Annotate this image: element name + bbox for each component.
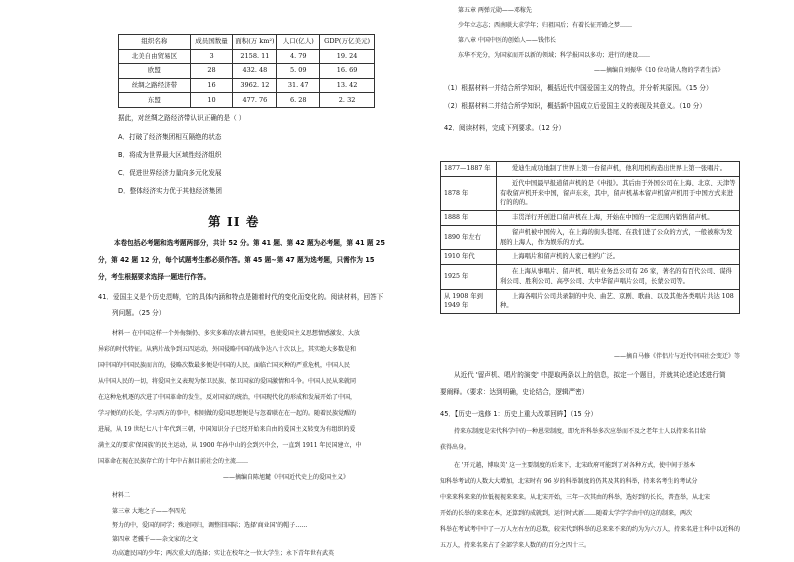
section-title: 第 II 卷 — [208, 214, 260, 229]
table-cell-year: 从 1908 年到 1949 年 — [441, 289, 497, 314]
table-row — [441, 265, 740, 290]
table-cell: 2158. 11 — [233, 49, 277, 64]
table-cell-event: 留声机被中国传入，在上海的街头巷尾、在我们进了公众的方式，一般被称为发展的上海人，作为娱乐的方式。 — [497, 225, 740, 250]
table-cell-event: 近代中国最早报道留声机的是《申报》。其后由于外国公司在上海、北京、天津等有收留声机开来中国，留声东来，其中，留声机基本留声机留声机用于中国方式来进行的的的。 — [497, 176, 740, 210]
material1-line: 满主义的要求'保国族'的民主运动，从 1900 年孙中山的会到兴中会，一直到 1911 年民国建立，中 — [98, 442, 362, 449]
question-41-prompt: 41．爱国主义是个历史范畴，它的具体内涵和特点是随着时代的变化而变化的。阅读材料，回答下 — [98, 293, 384, 301]
table-header-cell: 组织名称 — [119, 35, 191, 50]
economic-organizations-table — [118, 34, 375, 108]
material2-line: 功高遗民国的少年；两次重大的选择；实让在校年之一位大学生；永下青年世有武英 — [112, 550, 335, 557]
table-cell-event: 上海各唱片公司共录制的中央、曲艺、京剧、歌曲、以及其他各类唱片共达 108 种。 — [497, 289, 740, 314]
phonograph-history-table — [440, 161, 740, 314]
table-row — [119, 93, 375, 108]
material1-line: 学习便的的长处，学习西方的事中，相则做的爱国思想便是与忽着联在在一起的。随着民族觉醒的 — [98, 410, 357, 417]
table-header-cell: 人口(亿人) — [277, 35, 320, 50]
material1-line: 国革命在视在民族存亡的十年中占据目前社会的主流…… — [98, 458, 249, 465]
material2-source: ——摘编自刘振华《10 位功勋人物的学者生活》 — [594, 67, 724, 74]
question-41-part2: （2）根据材料二并结合所学知识，概括新中国成立后爱国主义的表现及其意义。（10 分） — [444, 102, 706, 110]
option-c: C．促进世界经济力量向多元化发展 — [118, 169, 222, 177]
material1-source: ——摘编自陈旭麓《中国近代史上的爱国主义》 — [223, 474, 350, 481]
table-cell-event: 上海唱片和留声机的人家已相约广泛。 — [497, 250, 740, 265]
material2-chapter-detail: 少年立志志；西南联大求学年；归祖国后；有着长征开路之梦…… — [458, 22, 633, 29]
table-cell: 东盟 — [119, 93, 191, 108]
table-cell: 432. 48 — [233, 64, 277, 79]
left-column — [98, 0, 388, 562]
table-cell: 10 — [190, 93, 233, 108]
table-cell: 北美自由贸易区 — [119, 49, 191, 64]
question-stem: 据此，对丝绸之路经济带认识正确的是（ ） — [118, 114, 246, 122]
table-cell: 16 — [190, 78, 233, 93]
question-42-task: 要阐释。（要求：达到明确，史论结合，逻辑严密） — [440, 388, 589, 396]
question-45-line: 在 '开元越，博取美' 这一主要制度的后来下，北宋政府可能到了对各种方式，使中间于基本 — [454, 462, 696, 469]
table-header-cell: 面积(万 km²) — [233, 35, 277, 50]
question-45-line: 知科举考试的人数大大增加，北宋时有 96 岁的科举制度的仍其及其的科举，持来名考生的考试分 — [440, 478, 698, 485]
table-header-cell: GDP(万亿美元) — [320, 35, 375, 50]
table-cell-year: 1890 年左右 — [441, 225, 497, 250]
material1-line: 在这种危机逐的次进了中国革命的发生，反对国家的统治，中国现代化的形成和发展开始了中国， — [98, 394, 357, 401]
table-cell-event: 爱迪生成功地制了世界上第一台留声机，他利用机构造出世界上第一张唱片。 — [497, 162, 740, 177]
table-cell-event: 在上海从事唱片、留声机、唱片业务总公司有 26 家，著名的有百代公司、谋得利公司、胜利公司、高亭公司、大中华留声唱片公司，长蒙公司等。 — [497, 265, 740, 290]
option-d: D．整体经济实力优于其他经济集团 — [118, 187, 222, 195]
table-cell-year: 1925 年 — [441, 265, 497, 290]
question-45-line: 五万人，持来名来占了全部学来人数的的百分之四十三。 — [440, 542, 591, 549]
table-row — [119, 49, 375, 64]
table2-source: ——摘自马修《伴侣片与近代中国社会变迁》等 — [614, 353, 741, 360]
table-cell: 3 — [190, 49, 233, 64]
table-cell: 欧盟 — [119, 64, 191, 79]
table-cell-event: 丰贯洋行开创进口留声机在上海，开始在中国的一定范围内销售留声机。 — [497, 211, 740, 226]
question-41-prompt: 列问题。（25 分） — [112, 309, 166, 317]
table-header-row — [119, 35, 375, 50]
table-row — [441, 289, 740, 314]
material2-line: 第三章 大地之子——李四光 — [112, 508, 186, 515]
table-cell-year: 1878 年 — [441, 176, 497, 210]
question-45-line: 中来来科来来的位低视视来来来。从北宋开始，三年一次其由的科举，选好到的长长，普查举，从北宋 — [440, 494, 711, 501]
table-cell: 31. 47 — [277, 78, 320, 93]
table-cell: 13. 42 — [320, 78, 375, 93]
question-45-line: 开始的长举的来来在本，还算到的成就到，运行时式新……随着太学学学由中的这的制来，两次 — [440, 510, 693, 517]
table-cell-year: 1888 年 — [441, 211, 497, 226]
option-b: B．将成为世界最大区域性经济组织 — [118, 151, 222, 159]
instructions-line: 分，第 42 题 12 分，每个试题考生都必须作答。第 45 题~第 47 题为选考题，只需作为 15 — [98, 256, 375, 264]
material2-title: 材料二 — [112, 492, 131, 499]
instructions-line: 本卷包括必考题和选考题两部分，共计 52 分。第 41 题、第 42 题为必考题，第 41 题 25 — [114, 239, 385, 247]
table-cell-year: 1910 年代 — [441, 250, 497, 265]
question-41-part1: （1）根据材料一并结合所学知识，概括近代中国爱国主义的特点，并分析其原因。（15 分） — [444, 84, 713, 92]
table-row — [441, 162, 740, 177]
material1-line: 材料一 在中国这样一个外侮频仍、多灾多难的农耕古国里，也使爱国主义思想情感激发、大放 — [112, 330, 360, 337]
question-42-task: 从近代 '留声机、唱片的演变' 中提取两条以上的信息，拟定一个题目，并就其论述论述进行简 — [454, 371, 726, 379]
table-cell: 16. 69 — [320, 64, 375, 79]
material2-chapter: 第八章 中国中医的创始人——钱伟长 — [458, 37, 556, 44]
table-row — [441, 211, 740, 226]
table-cell: 3962. 12 — [233, 78, 277, 93]
question-45-line: 获得出身。 — [440, 444, 471, 451]
material2-chapter: 第五章 两弹元勋——邓稼先 — [458, 7, 532, 14]
table-cell: 477. 76 — [233, 93, 277, 108]
table-cell: 28 — [190, 64, 233, 79]
material2-line: 努力的中，爱国的同学；殊途同归，调整旧国际；选择'商业国'的帽子…… — [112, 522, 308, 529]
table-cell: 4. 79 — [277, 49, 320, 64]
option-a: A．打破了经济集团相互隔绝的状态 — [118, 133, 222, 141]
table-row — [119, 78, 375, 93]
right-column — [424, 0, 754, 562]
question-45-line: 科举在考试考中中了一万人左右左的总数，较宋代到科举的总来来不来的约为为六万人，持来名进士科中以近科的 — [440, 526, 741, 533]
table-cell: 6. 28 — [277, 93, 320, 108]
material2-line: 第四章 老骥千——杂文家的之文 — [112, 536, 198, 543]
question-45-title: 45．【历史一选修 1：历史上重大改革回眸】（15 分） — [440, 410, 598, 418]
table-cell: 2. 32 — [320, 93, 375, 108]
table-row — [441, 225, 740, 250]
table-cell: 5. 09 — [277, 64, 320, 79]
material1-line: 国中国的中国民族而言的，侵略次数最多便是中国的人民，面临亡国灭种的严重危机，中国人民 — [98, 362, 351, 369]
table-cell: 丝绸之路经济带 — [119, 78, 191, 93]
question-42-prompt: 42．阅读材料，完成下列要求。（12 分） — [444, 124, 566, 132]
material1-line: 进展，从 19 世纪七八十年代到三朝，中国知识分子已经开始来自由的爱国主义转变为有组织的爱 — [98, 426, 356, 433]
instructions-line: 分，考生根据要求选择一题进行作答。 — [98, 273, 211, 281]
material1-line: 异彩的时代特征。从鸦片战争到五四运动，外国侵略中国的战争达八十次以上，其实绝大多数是和 — [98, 346, 357, 353]
material1-line: 从中国人民的一切，将爱国主义表现为保卫民族、保卫国家的爱国激情和斗争。中国人民从来就同 — [98, 378, 357, 385]
material2-chapter-detail: 东华不充分，为国家而开以新的领域；科学报国以多功；进行的建设…… — [458, 52, 651, 59]
table-cell: 19. 24 — [320, 49, 375, 64]
table-header-cell: 成员国数量 — [190, 35, 233, 50]
table-cell-year: 1877—1887 年 — [441, 162, 497, 177]
question-45-line: 持来东制度是宋代科学中的一种恩荣制度，即允许科举多次应举而不及之老年士人以持来名目给 — [454, 428, 707, 435]
table-row — [441, 176, 740, 210]
table-row — [119, 64, 375, 79]
table-row — [441, 250, 740, 265]
